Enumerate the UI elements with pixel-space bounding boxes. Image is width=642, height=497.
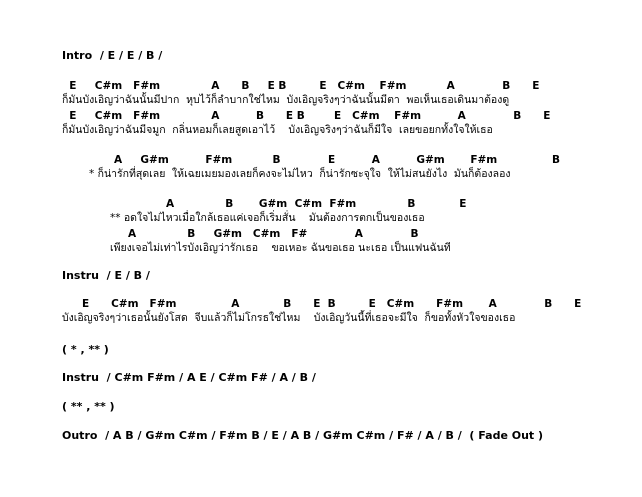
- verse2-chords-line: E C#m F#m A B E B E C#m F#m A B E: [82, 298, 582, 310]
- instru-line-2: Instru / C#m F#m / A E / C#m F# / A / B /: [62, 371, 316, 384]
- verse1-chords-line-2: E C#m F#m A B E B E C#m F#m A B E: [62, 110, 551, 122]
- repeat-line-2: ( ** , ** ): [62, 400, 115, 413]
- verse1-lyrics-line-2: ก็มันบังเอิญว่าฉันมีจมูก กลิ่นหอมก็เลยสูดเอาไว้ บังเอิญจริงๆว่าฉันก็มีใจ เลยขอยกทั้งใจให้เธอ: [62, 124, 493, 136]
- bridge-chords-line-2: A B G#m C#m F# A B: [128, 228, 419, 240]
- instru-line-1: Instru / E / B /: [62, 269, 150, 282]
- verse1-chords-line-1: E C#m F#m A B E B E C#m F#m A B E: [62, 80, 540, 92]
- bridge-lyrics-line-2: เพียงเจอไม่เท่าไรบังเอิญว่ารักเธอ ขอเหอะ ฉันขอเธอ นะเธอ เป็นแฟนฉันที: [110, 242, 451, 254]
- bridge-lyrics-line-1: ** อดใจไม่ไหวเมื่อใกล้เธอแค่เจอก็เริ่มสั่น มันต้องการตกเป็นของเธอ: [110, 212, 425, 224]
- chorus-chords-line-1: A G#m F#m B E A G#m F#m B: [114, 154, 561, 166]
- bridge-chords-line-1: A B G#m C#m F#m B E: [166, 198, 467, 210]
- verse1-lyrics-line-1: ก็มันบังเอิญว่าฉันนั้นมีปาก หุบไว้ก็ลำบากใช่ไหม บังเอิญจริงๆว่าฉันนั้นมีตา พอเห็นเธอเดินมาต้องดู: [62, 94, 510, 106]
- chorus-lyrics-line-1: * ก็น่ารักที่สุดเลย ให้เฉยเมยมองเลยก็คงจะไม่ไหว ก็น่ารักซะจุใจ ให้ไม่สนยังไง มันก็ต้องลอง: [89, 168, 511, 180]
- repeat-line-1: ( * , ** ): [62, 343, 109, 356]
- outro-line: Outro / A B / G#m C#m / F#m B / E / A B / G#m C#m / F# / A / B / ( Fade Out ): [62, 429, 544, 442]
- verse2-lyrics-line: บังเอิญจริงๆว่าเธอนั้นยังโสด จีบแล้วก็ไม่โกรธใช่ไหม บังเอิญวันนี้ที่เธอจะมีใจ ก็ขอทั้งหัวใจของเธอ: [62, 312, 516, 324]
- intro-line: Intro / E / E / B /: [62, 49, 163, 62]
